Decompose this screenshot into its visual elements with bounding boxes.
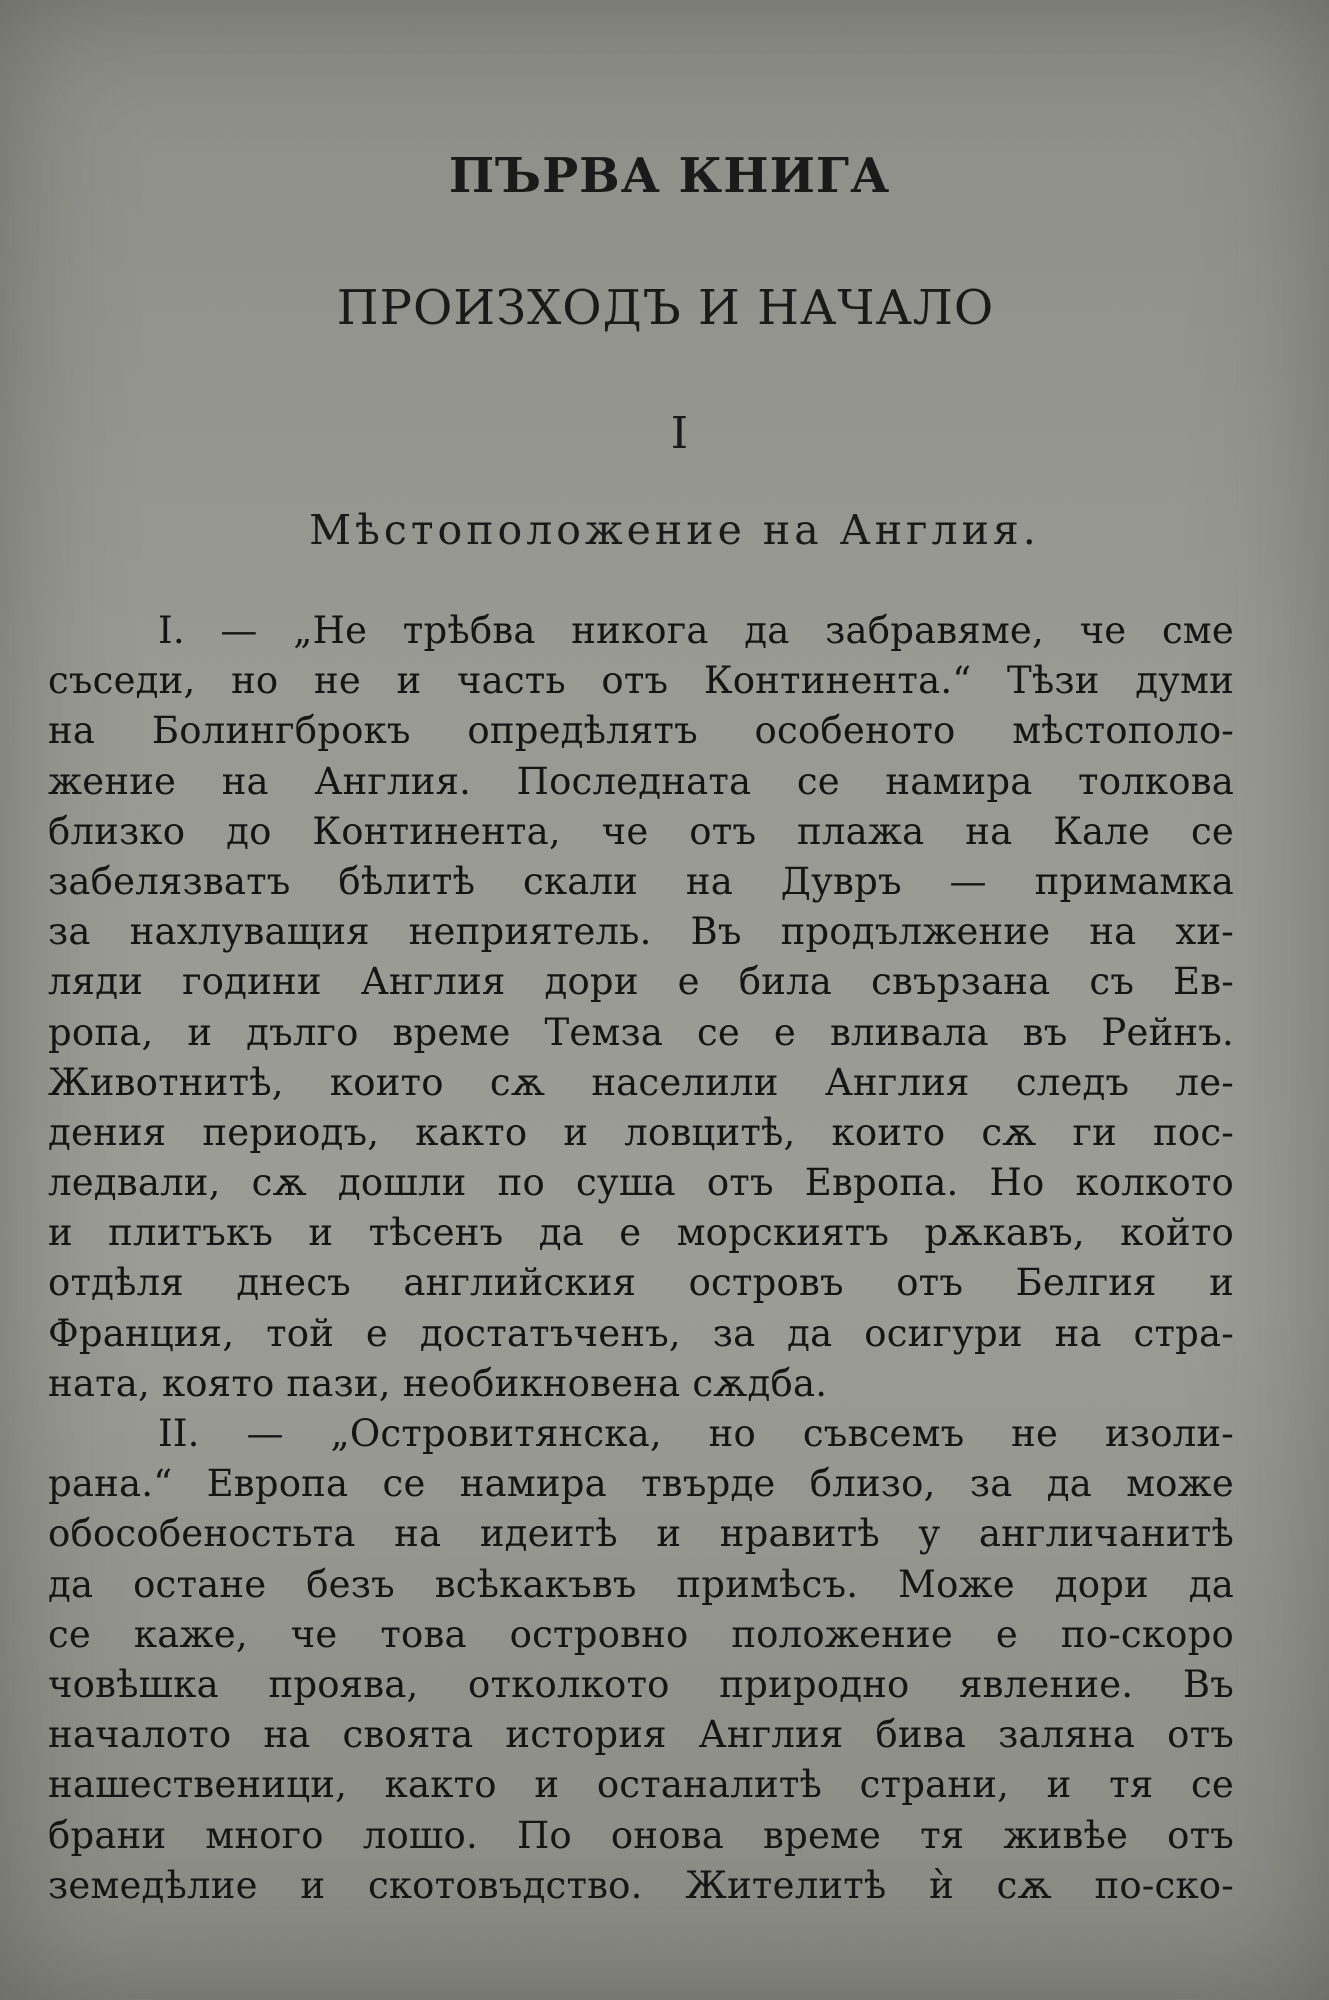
- text-line: човѣшка проява, отколкото природно явление. Въ: [48, 1662, 1234, 1706]
- text-line: брани много лошо. По онова време тя живѣе отъ: [48, 1813, 1234, 1857]
- text-line: забелязватъ бѣлитѣ скали на Дувръ — примамка: [48, 859, 1234, 903]
- section-title: Мѣстоположение на Англия.: [309, 506, 1040, 554]
- text-line: Животнитѣ, които сѫ населили Англия следъ ле-: [48, 1060, 1234, 1104]
- text-line: за нахлуващия неприятель. Въ продължение на хи-: [48, 910, 1234, 954]
- text-line: земедѣлие и скотовъдство. Жителитѣ ѝ сѫ по-ско-: [48, 1863, 1234, 1907]
- text-line: Франция, той е достатъченъ, за да осигури на стра-: [48, 1311, 1234, 1355]
- text-line: началото на своята история Англия бива заляна отъ: [48, 1713, 1234, 1757]
- chapter-number: I: [670, 408, 689, 459]
- text-line: ледвали, сѫ дошли по суша отъ Европа. Но колкото: [48, 1161, 1234, 1205]
- text-line: жение на Англия. Последната се намира толкова: [48, 759, 1234, 803]
- text-line: близко до Континента, че отъ плажа на Кале се: [48, 809, 1234, 853]
- text-line: рана.“ Европа се намира твърде близо, за да може: [48, 1462, 1234, 1506]
- book-title: ПЪРВА КНИГА: [448, 148, 891, 204]
- text-line: ропа, и дълго време Темза се е вливала въ Рейнъ.: [48, 1010, 1234, 1054]
- text-line: отдѣля днесъ английския островъ отъ Белгия и: [48, 1261, 1234, 1305]
- text-line: II. — „Островитянска, но съвсемъ не изоли-: [158, 1412, 1234, 1455]
- text-line: на Болингброкъ опредѣлятъ особеното мѣстополо-: [48, 709, 1234, 753]
- text-line: съседи, но не и часть отъ Континента.“ Тѣзи думи: [48, 659, 1234, 703]
- text-line: I. — „Не трѣбва никога да забравяме, че сме: [158, 609, 1234, 652]
- text-line: ляди години Англия дори е била свързана съ Ев-: [48, 960, 1234, 1004]
- text-line: да остане безъ всѣкакъвъ примѣсъ. Може дори да: [48, 1562, 1234, 1606]
- text-line: нашественици, както и останалитѣ страни, и тя се: [48, 1763, 1234, 1807]
- text-line: се каже, че това островно положение е по-скоро: [48, 1612, 1234, 1656]
- text-line: дения периодъ, както и ловцитѣ, които сѫ ги пос-: [48, 1110, 1234, 1154]
- body-text: [48, 606, 1234, 1911]
- text-line: и плитъкъ и тѣсенъ да е морскиятъ рѫкавъ, който: [48, 1211, 1234, 1255]
- text-line: обособеностьта на идеитѣ и нравитѣ у англичанитѣ: [48, 1512, 1234, 1556]
- part-title: ПРОИЗХОДЪ И НАЧАЛО: [336, 280, 995, 336]
- text-line: ната, която пази, необикновена сѫдба.: [48, 1361, 828, 1405]
